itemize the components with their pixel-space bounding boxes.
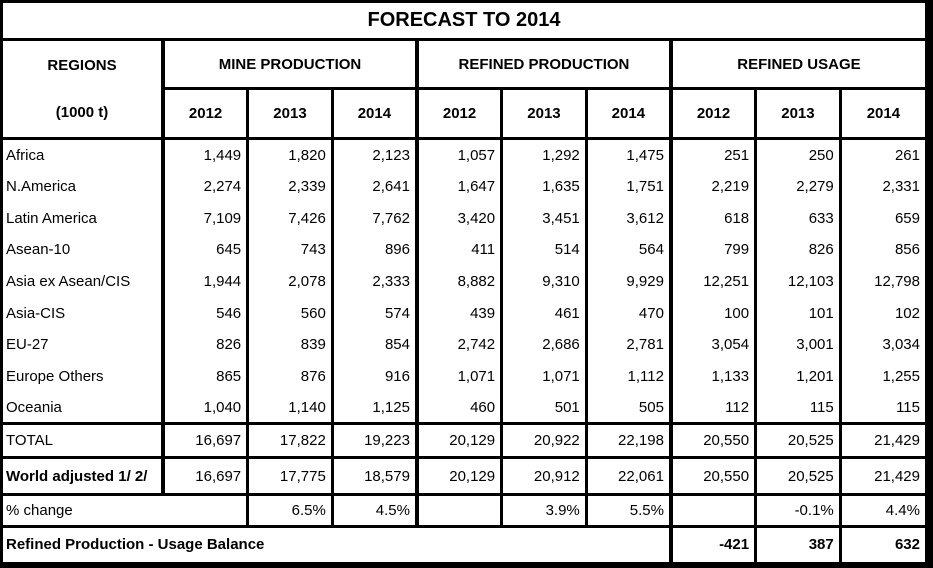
world-adjusted-value-cell: 22,061	[586, 458, 671, 495]
value-cell: 3,001	[756, 329, 841, 361]
year-header-cell: 2013	[756, 88, 841, 139]
value-cell: 2,742	[417, 329, 502, 361]
value-cell: 7,426	[248, 202, 333, 234]
value-cell: 3,612	[586, 202, 671, 234]
value-cell: 916	[332, 361, 417, 393]
value-cell: 470	[586, 297, 671, 329]
value-cell: 645	[163, 234, 248, 266]
value-cell: 461	[502, 297, 587, 329]
value-cell: 1,751	[586, 171, 671, 203]
value-cell: 460	[417, 392, 502, 424]
value-cell: 2,279	[756, 171, 841, 203]
world-adjusted-label: World adjusted 1/ 2/	[3, 458, 163, 495]
region-label: Asia ex Asean/CIS	[3, 266, 163, 298]
value-cell: 514	[502, 234, 587, 266]
value-cell: 826	[756, 234, 841, 266]
regions-header-cell	[3, 40, 163, 139]
value-cell: 1,647	[417, 171, 502, 203]
value-cell: 112	[671, 392, 756, 424]
value-cell: 1,133	[671, 361, 756, 393]
total-label: TOTAL	[3, 424, 163, 458]
value-cell: 2,686	[502, 329, 587, 361]
value-cell: 3,451	[502, 202, 587, 234]
value-cell: 896	[332, 234, 417, 266]
table-row	[3, 139, 925, 171]
value-cell: 8,882	[417, 266, 502, 298]
table-row	[3, 266, 925, 298]
value-cell: 2,078	[248, 266, 333, 298]
region-label: Latin America	[3, 202, 163, 234]
pct-change-value-cell	[417, 494, 502, 526]
value-cell: 1,475	[586, 139, 671, 171]
total-value-cell: 21,429	[840, 424, 925, 458]
year-header-cell: 2014	[586, 88, 671, 139]
value-cell: 876	[248, 361, 333, 393]
regions-header-label: REGIONS	[47, 57, 117, 75]
value-cell: 1,112	[586, 361, 671, 393]
pct-change-value-cell: -0.1%	[756, 494, 841, 526]
value-cell: 799	[671, 234, 756, 266]
world-adjusted-value-cell: 18,579	[332, 458, 417, 495]
value-cell: 12,251	[671, 266, 756, 298]
table-row	[3, 361, 925, 393]
value-cell: 1,071	[417, 361, 502, 393]
value-cell: 12,798	[874, 272, 920, 290]
pct-change-row	[3, 494, 925, 526]
value-cell: 3,054	[671, 329, 756, 361]
value-cell: 546	[163, 297, 248, 329]
value-cell: 9,310	[502, 266, 587, 298]
pct-change-value-cell: 4.4%	[840, 494, 925, 526]
value-cell: 2,641	[332, 171, 417, 203]
total-value-cell: 20,525	[756, 424, 841, 458]
total-row	[3, 424, 925, 458]
total-value-cell: 17,822	[248, 424, 333, 458]
year-header-cell: 2012	[417, 88, 502, 139]
balance-value-cell: 632	[894, 536, 920, 554]
value-cell: 560	[248, 297, 333, 329]
value-cell: 1,040	[163, 392, 248, 424]
value-cell: 9,929	[586, 266, 671, 298]
value-cell: 251	[671, 139, 756, 171]
value-cell: 261	[894, 146, 920, 164]
region-label: Europe Others	[3, 361, 163, 393]
world-adjusted-value-cell: 20,525	[756, 458, 841, 495]
value-cell: 100	[671, 297, 756, 329]
value-cell: 250	[756, 139, 841, 171]
value-cell: 1,125	[332, 392, 417, 424]
value-cell: 1,201	[756, 361, 841, 393]
total-value-cell: 20,129	[417, 424, 502, 458]
value-cell: 1,635	[502, 171, 587, 203]
balance-row	[3, 526, 925, 562]
world-adjusted-value-cell: 17,775	[248, 458, 333, 495]
total-value-cell: 22,198	[586, 424, 671, 458]
total-value-cell: 16,697	[163, 424, 248, 458]
table-body	[3, 3, 925, 562]
value-cell: 1,820	[248, 139, 333, 171]
value-cell: 743	[248, 234, 333, 266]
value-cell: 2,781	[586, 329, 671, 361]
value-cell: 856	[894, 241, 920, 259]
group-header-row	[3, 40, 925, 89]
value-cell: 1,255	[882, 367, 920, 385]
value-cell: 2,331	[882, 177, 920, 195]
group-header-refined-usage: REFINED USAGE	[671, 40, 925, 89]
value-cell: 618	[671, 202, 756, 234]
value-cell: 1,292	[502, 139, 587, 171]
table-row	[3, 234, 925, 266]
value-cell: 1,140	[248, 392, 333, 424]
year-header-cell: 2012	[163, 88, 248, 139]
value-cell: 3,420	[417, 202, 502, 234]
year-header-cell: 2014	[840, 88, 925, 139]
value-cell: 439	[417, 297, 502, 329]
region-label: N.America	[3, 171, 163, 203]
value-cell: 1,057	[417, 139, 502, 171]
balance-value-cell: -421	[671, 526, 756, 562]
value-cell: 3,034	[882, 336, 920, 354]
region-label: Africa	[3, 139, 163, 171]
year-header-cell: 2013	[502, 88, 587, 139]
value-cell: 854	[332, 329, 417, 361]
value-cell: 115	[896, 398, 920, 416]
balance-label: Refined Production - Usage Balance	[3, 526, 671, 562]
group-header-mine-production: MINE PRODUCTION	[163, 40, 417, 89]
world-adjusted-value-cell: 20,550	[671, 458, 756, 495]
value-cell: 505	[586, 392, 671, 424]
value-cell: 2,123	[332, 139, 417, 171]
pct-change-value-cell	[671, 494, 756, 526]
world-adjusted-value-cell: 20,129	[417, 458, 502, 495]
world-adjusted-value-cell: 16,697	[163, 458, 248, 495]
value-cell: 564	[586, 234, 671, 266]
value-cell: 411	[417, 234, 502, 266]
table-title: FORECAST TO 2014	[3, 3, 925, 40]
value-cell: 2,339	[248, 171, 333, 203]
value-cell: 101	[756, 297, 841, 329]
balance-value-cell: 387	[756, 526, 841, 562]
value-cell: 574	[332, 297, 417, 329]
value-cell: 7,109	[163, 202, 248, 234]
pct-change-label: % change	[3, 494, 248, 526]
value-cell: 102	[894, 304, 920, 322]
forecast-table	[3, 3, 925, 562]
world-adjusted-row	[3, 458, 925, 495]
value-cell: 2,333	[332, 266, 417, 298]
pct-change-value-cell: 5.5%	[586, 494, 671, 526]
value-cell: 839	[248, 329, 333, 361]
region-label: EU-27	[3, 329, 163, 361]
table-row	[3, 171, 925, 203]
year-header-cell: 2013	[248, 88, 333, 139]
value-cell: 2,274	[163, 171, 248, 203]
world-adjusted-value-cell: 21,429	[840, 458, 925, 495]
world-adjusted-value-cell: 20,912	[502, 458, 587, 495]
region-label: Oceania	[3, 392, 163, 424]
value-cell: 1,944	[163, 266, 248, 298]
year-header-cell: 2014	[332, 88, 417, 139]
pct-change-value-cell: 4.5%	[332, 494, 417, 526]
group-header-refined-production: REFINED PRODUCTION	[417, 40, 671, 89]
total-value-cell: 19,223	[332, 424, 417, 458]
table-row	[3, 202, 925, 234]
value-cell: 633	[756, 202, 841, 234]
title-row	[3, 3, 925, 40]
value-cell: 1,071	[502, 361, 587, 393]
unit-label: (1000 t)	[55, 104, 109, 122]
pct-change-value-cell: 6.5%	[248, 494, 333, 526]
table-row	[3, 392, 925, 424]
year-header-cell: 2012	[671, 88, 756, 139]
table-row	[3, 329, 925, 361]
value-cell: 659	[894, 209, 920, 227]
table-row	[3, 297, 925, 329]
value-cell: 12,103	[756, 266, 841, 298]
value-cell: 7,762	[332, 202, 417, 234]
value-cell: 501	[502, 392, 587, 424]
value-cell: 865	[163, 361, 248, 393]
region-label: Asia-CIS	[3, 297, 163, 329]
total-value-cell: 20,550	[671, 424, 756, 458]
value-cell: 2,219	[671, 171, 756, 203]
total-value-cell: 20,922	[502, 424, 587, 458]
value-cell: 115	[756, 392, 841, 424]
value-cell: 1,449	[163, 139, 248, 171]
region-label: Asean-10	[3, 234, 163, 266]
pct-change-value-cell: 3.9%	[502, 494, 587, 526]
value-cell: 826	[163, 329, 248, 361]
